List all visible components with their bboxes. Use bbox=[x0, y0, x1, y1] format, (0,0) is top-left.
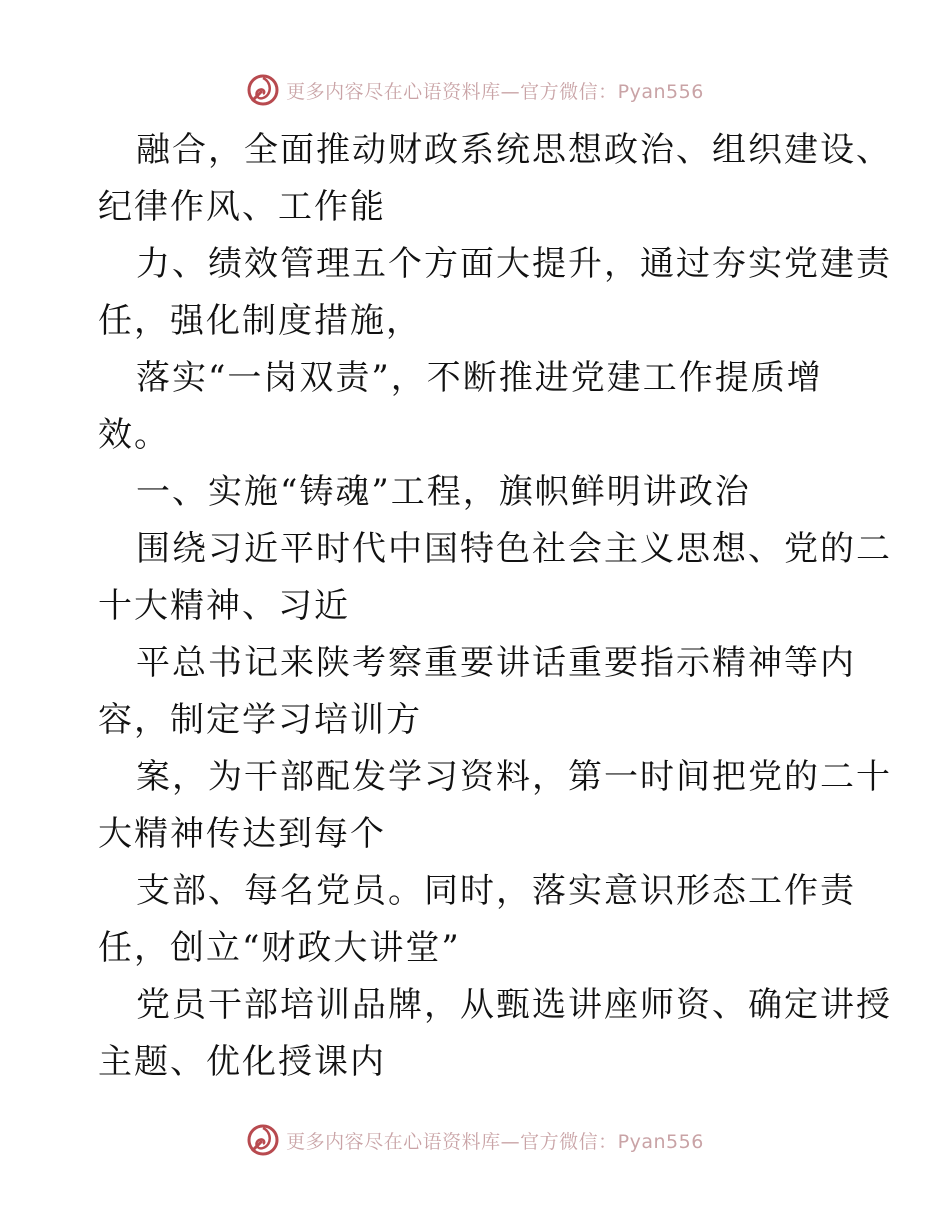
section-heading: 一、实施“铸魂”工程，旗帜鲜明讲政治 bbox=[136, 472, 751, 512]
text-line: 案，为干部配发学习资料，第一时间把党的二十 bbox=[136, 757, 892, 797]
swirl-logo-icon bbox=[246, 1123, 280, 1157]
text-line: 效。 bbox=[98, 415, 170, 455]
document-body bbox=[98, 122, 892, 1091]
text-line: 大精神传达到每个 bbox=[98, 814, 386, 854]
text-line: 围绕习近平时代中国特色社会主义思想、党的二 bbox=[136, 529, 892, 569]
text-line: 落实“一岗双责”，不断推进党建工作提质增 bbox=[136, 358, 823, 398]
text-line: 力、绩效管理五个方面大提升，通过夯实党建责 bbox=[136, 244, 892, 284]
text-line: 纪律作风、工作能 bbox=[98, 187, 386, 227]
text-line: 平总书记来陕考察重要讲话重要指示精神等内 bbox=[136, 643, 856, 683]
text-line: 任，强化制度措施， bbox=[98, 301, 422, 341]
text-line: 支部、每名党员。同时，落实意识形态工作责 bbox=[136, 871, 856, 911]
footer-banner bbox=[0, 1120, 950, 1160]
swirl-logo-icon bbox=[246, 73, 280, 107]
text-line: 党员干部培训品牌，从甄选讲座师资、确定讲授 bbox=[136, 985, 892, 1025]
header-banner bbox=[0, 70, 950, 110]
text-line: 十大精神、习近 bbox=[98, 586, 350, 626]
header-banner-text: 更多内容尽在心语资料库—官方微信：Pyan556 bbox=[286, 80, 704, 103]
text-line: 主题、优化授课内 bbox=[98, 1042, 386, 1082]
text-line: 任，创立“财政大讲堂” bbox=[98, 928, 461, 968]
text-line: 容，制定学习培训方 bbox=[98, 700, 422, 740]
text-line: 融合，全面推动财政系统思想政治、组织建设、 bbox=[136, 130, 892, 170]
footer-banner-text: 更多内容尽在心语资料库—官方微信：Pyan556 bbox=[286, 1130, 704, 1153]
